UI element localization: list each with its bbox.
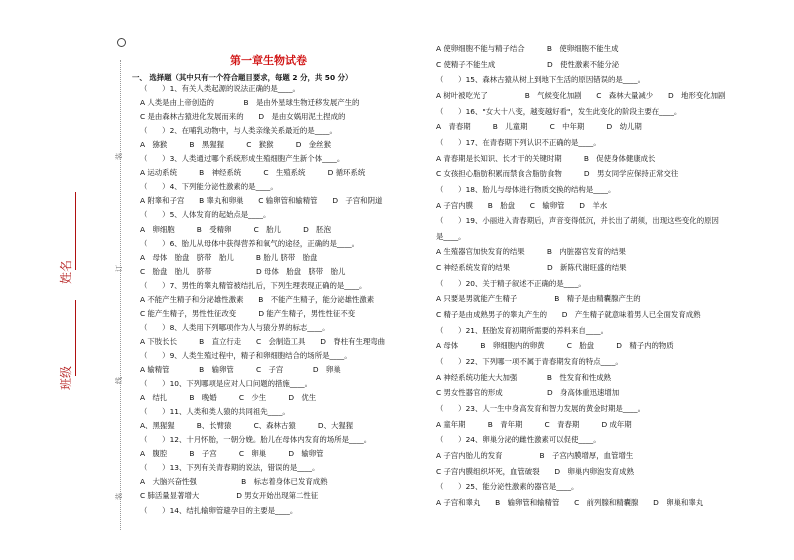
answer-options: C 能产生精子，男性性征改变 D 能产生精子，男性性征不变 (140, 308, 356, 318)
question-stem: （ ）25、能分泌性激素的器官是____。 (436, 482, 579, 492)
question-stem: （ ）7、男性的睾丸精管被结扎后，下列生理表现正确的是____。 (140, 280, 367, 290)
answer-options: A 附睾和子宫 B 睾丸和卵巢 C 输卵管和输精管 D 子宫和阴道 (140, 196, 383, 206)
question-stem: （ ）21、胚胎发育初期所需要的养料来自____。 (436, 325, 609, 335)
question-stem: （ ）15、森林古猿从树上到地下生活的原因错误的是____。 (436, 75, 645, 85)
answer-options: A 下肢长长 B 直立行走 C 会制造工具 D 脊柱有生理弯曲 (140, 336, 386, 346)
seal-mark: 线 (115, 377, 123, 384)
binding-margin (0, 0, 123, 560)
answer-options: A 输精管 B 输卵管 C 子宫 D 卵巢 (140, 365, 341, 374)
answer-options: C 肺活量显著增大 D 男女开始出现第二性征 (140, 491, 319, 501)
answer-options: A 树叶被吃光了 B 气候变化加剧 C 森林大量减少 D 地形变化加剧 (436, 90, 726, 100)
question-stem: （ ）10、下列哪项是应对人口问题的措施____。 (140, 379, 313, 389)
seal-mark: 装 (115, 153, 123, 160)
answer-options: A 使卵细胞不能与精子结合 B 使卵细胞不能生成 (436, 44, 619, 53)
answer-options: A 子宫内膜 B 胎盘 C 输卵管 D 羊水 (436, 200, 608, 210)
question-stem: （ ）24、卵巢分泌的雌性激素可以促使____。 (436, 435, 601, 445)
name-field-label: 姓名 (59, 259, 73, 284)
answer-options: A 运动系统 B 神经系统 C 生殖系统 D 循环系统 (140, 168, 366, 178)
answer-options: A 母体 B 卵细胞内的卵黄 C 胎盘 D 精子内的物质 (436, 341, 674, 351)
seal-mark: 订 (115, 265, 123, 272)
answer-options: A、黑猩猩 B、长臂猿 C、森林古猿 D、大猩猩 (140, 421, 354, 431)
answer-options: A 子宫和睾丸 B 输卵管和输精管 C 前列腺和精囊腺 D 卵巢和睾丸 (436, 497, 704, 507)
answer-options: A 青春期是长知识、长才干的关键时期 B 促使身体健康成长 (436, 153, 656, 163)
answer-options: A 子宫内胎儿的发育 B 子宫内膜增厚，血管增生 (436, 450, 634, 460)
answer-options: A 童年期 B 青年期 C 青春期 D 成年期 (436, 419, 632, 429)
question-stem: （ ）16、"女大十八变，越变越好看"，发生此变化的阶段主要在____。 (436, 106, 682, 116)
question-stem: （ ）22、下列哪一项不属于青春期发育的特点____。 (436, 357, 623, 366)
question-stem: （ ）5、人体发育的起始点是____。 (140, 210, 271, 220)
question-stem: （ ）2、在哺乳动物中，与人类亲缘关系最近的是____。 (140, 126, 337, 136)
question-stem: （ ）18、胎儿与母体进行物质交换的结构是____。 (436, 184, 616, 194)
answer-options: A 只要是男就能产生精子 B 精子是由精囊腺产生的 (436, 294, 641, 304)
name-field-line[interactable] (75, 192, 76, 270)
question-stem: （ ）6、胎儿从母体中获得营养和氧气的途径，正确的是____。 (140, 238, 360, 248)
answer-options: A 猕猴 B 黑猩猩 C 猴猴 D 金丝猴 (140, 140, 331, 150)
answer-options: A 大脑兴奋性强 B 标志着身体已发育成熟 (140, 477, 328, 487)
answer-options: C 女孩担心脂肪积累而禁食含脂肪食物 D 男女同学应保持正常交往 (436, 169, 679, 179)
seal-mark: 装 (115, 493, 123, 500)
question-stem: （ ）19、小丽进入青春期后，声音变得低沉，并长出了胡须，出现这些变化的原因 (436, 216, 719, 226)
answer-options: A 母体 胎盘 脐带 胎儿 B 胎儿 脐带 胎盘 (140, 252, 318, 262)
question-stem: （ ）11、人类和类人猿的共同祖先____。 (140, 407, 290, 417)
question-stem: （ ）1、有关人类起源的说法正确的是____。 (140, 84, 300, 93)
cut-line (120, 60, 121, 530)
answer-options: C 子宫内膜组织坏死，血管破裂 D 卵巢内卵泡发育成熟 (436, 466, 634, 476)
question-stem: （ ）4、下列能分泌性激素的是____。 (140, 182, 278, 192)
answer-options: A 人类是由上帝创造的 B 是由外星球生物迁移发展产生的 (140, 98, 360, 108)
answer-options: C 使精子不能生成 D 使性激素不能分泌 (436, 59, 620, 69)
answer-options: A 结扎 B 晚婚 C 少生 D 优生 (140, 393, 317, 403)
answer-options: A 不能产生精子和分泌雄性激素 B 不能产生精子，能分泌雄性激素 (140, 294, 375, 304)
class-field-label: 班级 (59, 365, 73, 390)
question-stem: （ ）13、下列有关青春期的说法，错误的是____。 (140, 463, 320, 473)
answer-options: A 青春期 B 儿童期 C 中年期 D 幼儿期 (436, 122, 642, 132)
exam-title: 第一章生物试卷 (230, 54, 307, 67)
question-stem: （ ）23、人一生中身高发育和智力发展的黄金时期是____。 (436, 403, 645, 413)
answer-options: 是____。 (436, 231, 466, 241)
answer-options: A 生殖器官加快发育的结果 B 内脏器官发育的结果 (436, 247, 626, 257)
answer-options: A 卵细胞 B 受精卵 C 胎儿 D 胚泡 (140, 224, 331, 234)
answer-options: C 精子是由成熟男子的睾丸产生的 D 产生精子就意味着男人已全面发育成熟 (436, 310, 701, 320)
question-stem: （ ）9、人类生殖过程中，精子和卵细胞结合的场所是____。 (140, 350, 352, 360)
answer-options: C 是由森林古猿进化发展而来的 D 是由女娲用泥土捏成的 (140, 112, 346, 122)
class-field-line[interactable] (75, 300, 76, 376)
answer-options: C 男女性器官的形成 D 身高体重迅速增加 (436, 388, 620, 398)
question-stem: （ ）14、结扎输卵管避孕目的主要是____。 (140, 505, 298, 515)
question-stem: （ ）17、在青春期下列认识不正确的是____。 (436, 137, 601, 147)
answer-options: C 胎盘 胎儿 脐带 D 母体 胎盘 脐带 胎儿 (140, 266, 346, 276)
question-stem: （ ）20、关于精子叙述不正确的是____。 (436, 278, 586, 288)
answer-options: C 神经系统发育的结果 D 新陈代谢旺盛的结果 (436, 263, 627, 273)
question-stem: （ ）12、十月怀胎，一朝分娩。胎儿在母体内发育的场所是____。 (140, 435, 372, 445)
question-stem: （ ）8、人类用下列哪项作为人与猿分界的标志____。 (140, 322, 330, 332)
answer-options: A 神经系统功能大大加强 B 性发育和性成熟 (436, 372, 612, 382)
section-heading: 一、 选择题（其中只有一个符合题目要求，每题 2 分，共 50 分） (132, 73, 353, 82)
answer-options: A 腹腔 B 子宫 C 卵巢 D 输卵管 (140, 449, 324, 459)
binding-hole-icon (117, 38, 126, 47)
question-stem: （ ）3、人类通过哪个系统形成生殖细胞产生新个体____。 (140, 154, 345, 164)
